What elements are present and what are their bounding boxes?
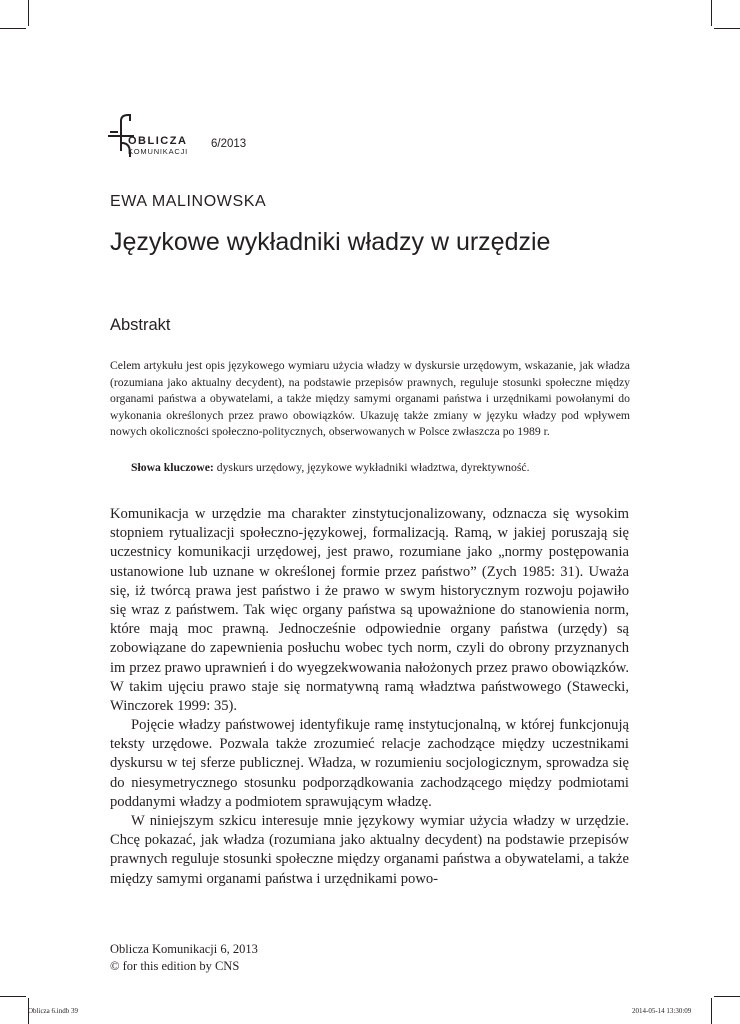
crop-mark bbox=[714, 28, 740, 29]
logo-subtext: KOMUNIKACJI bbox=[128, 147, 189, 156]
crop-mark bbox=[711, 0, 712, 26]
crop-mark bbox=[0, 28, 26, 29]
body-paragraph-3 bbox=[110, 812, 629, 889]
print-slug-date: 2014-05-14 13:30:09 bbox=[632, 1007, 692, 1015]
crop-mark bbox=[711, 998, 712, 1024]
body-paragraph-1 bbox=[110, 505, 629, 716]
author-name: EWA MALINOWSKA bbox=[110, 193, 267, 210]
crop-mark bbox=[28, 0, 29, 26]
paragraph-text: W niniejszym szkicu interesuje mnie językowy wymiar użycia władzy w urzędzie. Chcę pokazać, jak władza (rozumiana jako aktualny decydent) na podstawie przepisów prawnych reguluje stosunki społeczne między organami państwa a obywatelami, a także między samymi organami państwa i urzędnikami powo- bbox=[110, 813, 629, 887]
paragraph-text: Komunikacja w urzędzie ma charakter zinstytucjonalizowany, odznacza się wysokim stopniem rytualizacji społeczno-językowej, formalizacją. Ramą, w jakiej poruszają się uczestnicy komunikacji urzędowej, jest prawo, rozumiane jako „normy postępowania ustanowione lub uznane w określonej formie przez państwo” (Zych 1985: 31). Uważa się, iż twórcą prawa jest państwo i że prawo w swym historycznym rozwoju pojawiło się wraz z państwem. Tak więc organy państwa są upoważnione do stanowienia norm, które mają moc prawną. Jednocześnie odpowiednie organy państwa (urzędy) są zobowiązane do zapewnienia posłuchu wobec tych norm, czyli do obrony przyznanych im przez prawo uprawnień i do wyegzekwowania nałożonych przez prawo obowiązków. W takim ujęciu prawo staje się normatywną ramą władztwa państwowego (Stawecki, Winczorek 1999: 35). bbox=[110, 506, 629, 715]
abstract-text: Celem artykułu jest opis językowego wymiaru użycia władzy w dyskursie urzędowym, wskazanie, jak władza (rozumiana jako aktualny decydent), na podstawie przepisów prawnych, reguluje stosunki społeczne między organami państwa a obywatelami, a także między samymi organami państwa i urzędnikami powołanymi do wykonania określonych przez prawo obowiązków. Ukazuję także zmiany w języku władzy pod wpływem nowych okoliczności społeczno-politycznych, obserwowanych w Polsce zwłaszcza po 1989 r. bbox=[110, 359, 630, 438]
page-footer bbox=[110, 941, 258, 975]
keywords bbox=[131, 460, 631, 477]
article-title: Językowe wykładniki władzy w urzędzie bbox=[110, 228, 551, 256]
print-slug-file: Oblicza 6.indb 39 bbox=[28, 1007, 78, 1015]
body-paragraph-2 bbox=[110, 716, 629, 812]
crop-mark bbox=[0, 996, 26, 997]
paragraph-text: Pojęcie władzy państwowej identyfikuje ramę instytucjonalną, w której funkcjonują teksty urzędowe. Pozwala także zrozumieć relacje zachodzące między uczestnikami dyskursu w tej sferze publicznej. Władza, w rozumieniu socjologicznym, sprowadza się do niesymetrycznego stosunku podporządkowania zachodzącego między podmiotami poddanymi władzy a podmiotem sprawującym władzę. bbox=[110, 717, 629, 810]
keywords-list: dyskurs urzędowy, językowe wykładniki władztwa, dyrektywność. bbox=[216, 461, 530, 474]
logo-text: OBLICZA bbox=[128, 135, 188, 147]
issue-number: 6/2013 bbox=[211, 138, 247, 150]
abstract-heading: Abstrakt bbox=[110, 316, 171, 334]
footer-citation: Oblicza Komunikacji 6, 2013 bbox=[110, 942, 258, 956]
keywords-label: Słowa kluczowe: bbox=[131, 461, 214, 474]
crop-mark bbox=[714, 996, 740, 997]
footer-copyright: © for this edition by CNS bbox=[110, 959, 240, 973]
